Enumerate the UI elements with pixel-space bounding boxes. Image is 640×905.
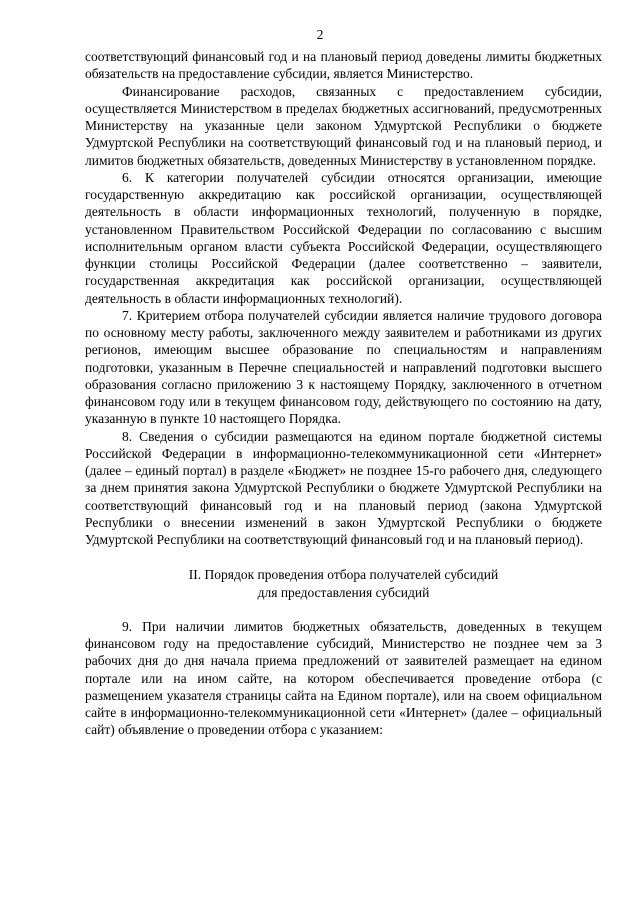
paragraph-6-recipient-category: 6. К категории получателей субсидии относятся организации, имеющие государственную аккредитацию как российской организации, осуществляющей деятельность в области информационных технологий, полученную в порядке, установленном Правительством Российской Федерации по согласованию с высшим исполнительным органом власти субъекта Российской Федерации, осуществляющего функции столицы Российской Федерации (далее соответственно – заявители, государственная аккредитация как российской организации, осуществляющей деятельность в области информационных технологий).: [85, 169, 602, 306]
paragraph-continuation: соответствующий финансовый год и на плановый период доведены лимиты бюджетных обязательств на предоставление субсидии, является Министерство.: [85, 49, 602, 82]
document-body: [85, 48, 602, 739]
section-heading: [85, 566, 602, 601]
paragraph-7-selection-criterion: 7. Критерием отбора получателей субсидии является наличие трудового договора по основному месту работы, заключенного между заявителем и работниками из других регионов, имеющим высшее образование по специальностям и направлениям подготовки, указанным в Перечне специальностей и направлений подготовки высшего образования согласно приложению 3 к настоящему Порядку, заключенного в отчетном финансовом году или в текущем финансовом году, действующего по состоянию на дату, указанную в пункте 10 настоящего Порядка.: [85, 307, 602, 427]
paragraph-9-selection-announcement: 9. При наличии лимитов бюджетных обязательств, доведенных в текущем финансовом году на предоставление субсидий, Министерство не позднее чем за 3 рабочих дня до дня начала приема предложений от заявителей размещает на едином портале или на ином сайте, на котором обеспечивается проведение отбора (с размещением указателя страницы сайта на Едином портале), или на своем официальном сайте в информационно-телекоммуникационной сети «Интернет» (далее – официальный сайт) объявление о проведении отбора с указанием:: [85, 618, 602, 738]
paragraph-8-subsidy-publication: 8. Сведения о субсидии размещаются на едином портале бюджетной системы Российской Федерации в информационно-телекоммуникационной сети «Интернет» (далее – единый портал) в разделе «Бюджет» не позднее 15-го рабочего дня, следующего за днем принятия закона Удмуртской Республики о бюджете Удмуртской Республики на соответствующий финансовый год и на плановый период (закона Удмуртской Республики о внесении изменений в закон Удмуртской Республики о бюджете Удмуртской Республики на соответствующий финансовый год и на плановый период).: [85, 428, 602, 547]
page-number: 2: [316, 27, 324, 42]
section-heading-line-2: для предоставления субсидий: [257, 584, 430, 600]
paragraph-financing: Финансирование расходов, связанных с предоставлением субсидии, осуществляется Министерством в пределах бюджетных ассигнований, предусмотренных Министерству на указанные цели законом Удмуртской Республики о бюджете Удмуртской Республики на соответствующий финансовый год и на плановый период, и лимитов бюджетных обязательств, доведенных Министерству в установленном порядке.: [85, 83, 602, 168]
section-heading-line-1: II. Порядок проведения отбора получателей субсидий: [188, 567, 499, 583]
